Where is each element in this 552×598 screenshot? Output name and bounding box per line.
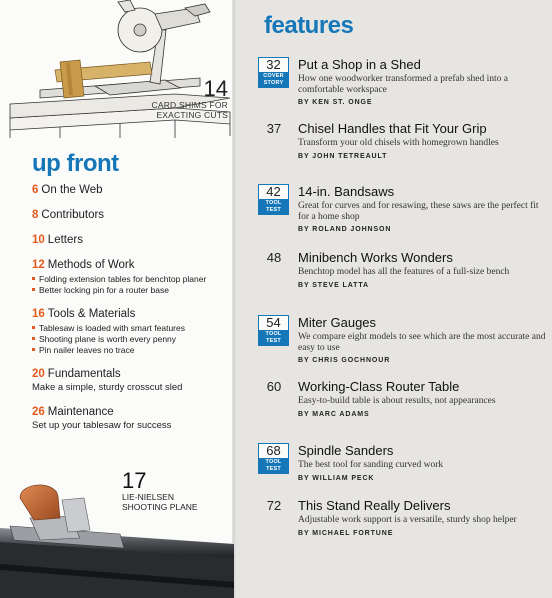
page-badge-box [258,443,289,474]
item-label: Fundamentals [47,368,121,380]
feature-router-table[interactable] [258,379,550,418]
item-description: Make a simple, sturdy crosscut sled [32,382,183,393]
feature-title: Chisel Handles that Fit Your Grip [298,121,487,136]
tool-test-badge: TOOL TEST [259,458,288,473]
item-label: Tools & Materials [47,308,136,320]
page-number: 37 [266,121,282,136]
page-number: 12 [32,259,45,271]
cover-story-badge: COVER STORY [259,72,288,87]
page-number: 54 [266,315,281,330]
feature-minibench[interactable] [258,250,550,289]
tool-test-badge: TOOL TEST [259,199,288,214]
bullet-item: Shooting plane is worth every penny [32,334,228,345]
item-label: Maintenance [47,406,114,418]
page-number: 6 [32,184,39,196]
features-heading: features [264,12,354,39]
feature-description: Great for curves and for resawing, these saws are the perfect fit for a home shop [298,201,539,222]
feature-author: BY ROLAND JOHNSON [298,226,392,233]
page-badge-box [258,57,289,88]
list-item-contributors[interactable] [32,208,228,222]
bullet-item: Folding extension tables for benchtop planer [32,274,228,285]
feature-title: Spindle Sanders [298,443,394,458]
item-label: Letters [47,234,83,246]
page-number: 42 [266,184,281,199]
plane-page-number: 17 [122,468,147,493]
up-front-list [32,183,228,443]
plane-callout [122,470,198,512]
page-number: 32 [266,57,281,72]
feature-description: Transform your old chisels with homegrown handles [298,138,499,148]
feature-description: Benchtop model has all the features of a full-size bench [298,267,510,277]
bullet-item: Tablesaw is loaded with smart features [32,323,228,334]
feature-description: The best tool for sanding curved work [298,460,444,470]
item-label: Contributors [41,209,105,221]
page-number: 10 [32,234,45,246]
plane-caption-line2: SHOOTING PLANE [122,502,198,512]
feature-description: Easy-to-build table is about results, not appearances [298,396,496,406]
feature-author: BY MICHAEL FORTUNE [298,529,394,537]
page-number: 20 [32,368,45,380]
page-number: 72 [266,498,282,513]
feature-title: Miter Gauges [298,315,377,330]
plane-caption-line1: LIE-NIELSEN [122,492,174,502]
list-item-maintenance[interactable] [32,405,228,432]
feature-title: This Stand Really Delivers [298,498,451,513]
page-number: 16 [32,308,45,320]
page-number: 48 [266,250,282,265]
list-item-methods-of-work[interactable] [32,258,228,296]
feature-author: BY KEN ST. ONGE [298,99,373,106]
feature-title: Put a Shop in a Shed [298,57,421,72]
item-description: Set up your tablesaw for success [32,420,172,431]
card-shims-page-number: 14 [203,76,228,101]
tool-test-badge: TOOL TEST [259,330,288,345]
up-front-heading: up front [32,150,119,177]
bullet-list [32,323,228,356]
page-number: 60 [266,379,282,394]
feature-author: BY JOHN TETREAULT [298,152,388,160]
feature-miter-gauges[interactable] [258,315,550,364]
page-number: 68 [266,443,281,458]
bullet-list [32,274,228,296]
feature-description: How one woodworker transformed a prefab shed into a comfortable workspace [298,74,508,95]
feature-title: 14-in. Bandsaws [298,184,395,199]
item-label: On the Web [41,184,103,196]
list-item-fundamentals[interactable] [32,367,228,394]
page-badge-box [258,315,289,346]
card-shims-caption: CARD SHIMS FOR EXACTING CUTS [151,100,228,120]
feature-author: BY STEVE LATTA [298,281,369,289]
shooting-plane-photo [0,478,234,598]
card-shims-callout [108,78,228,120]
feature-author: BY MARC ADAMS [298,410,370,418]
feature-description: Adjustable work support is a versatile, sturdy shop helper [298,515,517,525]
item-label: Methods of Work [47,259,135,271]
list-item-tools-materials[interactable] [32,307,228,356]
page-number: 26 [32,406,45,418]
feature-put-a-shop-in-a-shed[interactable] [258,57,550,106]
feature-title: Minibench Works Wonders [298,250,453,265]
page-badge-box [258,184,289,215]
feature-author: BY WILLIAM PECK [298,474,375,482]
page-number: 8 [32,209,39,221]
list-item-letters[interactable] [32,233,228,247]
bullet-item: Better locking pin for a router base [32,285,228,296]
list-item-on-the-web[interactable] [32,183,228,197]
feature-author: BY CHRIS GOCHNOUR [298,357,391,364]
bullet-item: Pin nailer leaves no trace [32,345,228,356]
feature-chisel-handles[interactable] [258,121,550,160]
feature-spindle-sanders[interactable] [258,443,550,482]
feature-bandsaws[interactable] [258,184,550,233]
feature-description: We compare eight models to see which are the most accurate and easy to use [298,332,546,353]
feature-stand-delivers[interactable] [258,498,550,537]
feature-title: Working-Class Router Table [298,379,460,394]
